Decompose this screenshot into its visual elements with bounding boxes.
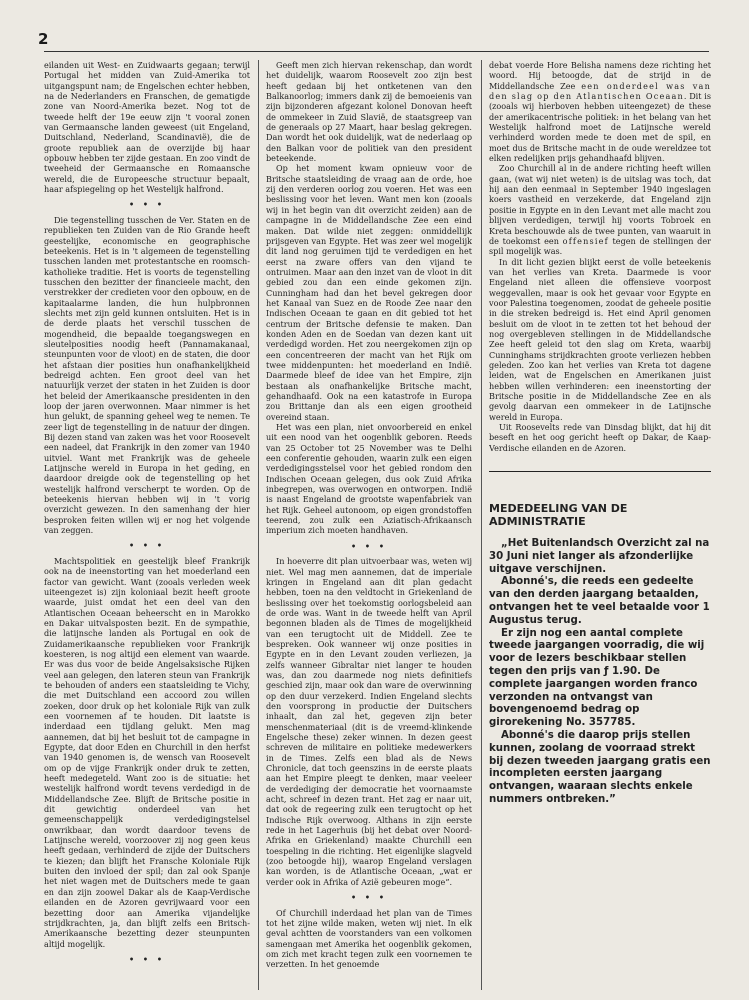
column-3 bbox=[489, 60, 711, 990]
page-number: 2 bbox=[38, 30, 49, 48]
paragraph: eilanden uit West- en Zuidwaarts gegaan; terwijl Portugal het midden van Zuid-Amerika tot uitgangspunt nam; de Engelschen echter hebben, na de Nederlanders en Franschen, de gematigde zone van Noord-Amerika bezet. Nog tot de tweede helft der 19e eeuw zijn 't vooral zonen van Germaansche landen geweest (uit Engeland, Duitschland, Nederland, Scandinavië), die de groote republiek aan de overzijde bij haar opbouw hebben ter zijde gestaan. En zoo vindt de tweeheid der Germaansche en Romaansche wereld, die de Europeesche structuur bepaalt, haar afspiegeling op het Westelijk halfrond. bbox=[44, 60, 250, 195]
column-1 bbox=[44, 60, 250, 990]
notice-paragraph: „Het Buitenlandsch Overzicht zal na 30 Juni niet langer als afzonderlijke uitgave verschijnen. bbox=[489, 538, 710, 575]
paragraph: Of Churchill inderdaad het plan van de Times tot het zijne wilde maken, weten wij niet. In elk geval achtten de voorstanders van een volkomen samengaan met Amerika het oogenblik gekomen, om zich met kracht tegen zulk een voornemen te verzetten. In het genoemde bbox=[266, 907, 472, 970]
notice-title: MEDEDEELING VAN DE ADMINISTRATIE bbox=[489, 502, 628, 529]
paragraph: Het was een plan, niet onvoorbereid en enkel uit een nood van het oogenblik geboren. Reeds van 25 October tot 25 November was te Delhi een conferentie gehouden, waarin zulk een eigen verdedigingsstelsel voor het gebied rondom den Indischen Oceaan gelegen, dus ook Zuid Afrika inbegrepen, was overwogen en ontworpen. Indië is naast Engeland de grootste wapenfabriek van het Rijk. Geheel autonoom, op eigen grondstoffen teerend, zou zulk een Aziatisch-Afrikaansch imperium zich moeten handhaven. bbox=[266, 422, 472, 536]
article-columns bbox=[44, 60, 709, 990]
paragraph: Geeft men zich hiervan rekenschap, dan wordt het duidelijk, waarom Roosevelt zoo zijn best heeft gedaan bij het ontketenen van den Balkanoorlog; immers dank zij de bemoeienis van zijn bijzonderen afgezant kolonel Donovan heeft de ommekeer in Zuid Slavië, de staatsgreep van de generaals op 27 Maart, haar beslag gekregen. Dan wordt het ook duidelijk, wat de nederlaag op den Balkan voor de politiek van den president beteekende. bbox=[266, 60, 472, 164]
paragraph-text: debat voerde Hore Belisha namens deze richting het woord. Hij betoogde, dat de strijd in de Middellandsche Zee bbox=[489, 60, 711, 91]
header-rule bbox=[44, 51, 709, 52]
section-separator: • • • bbox=[129, 199, 165, 210]
section-separator: • • • bbox=[129, 540, 165, 551]
notice-paragraph: Abonné's, die reeds een gedeelte van den derden jaargang betaalden, ontvangen het te veel betaalde voor 1 Augustus terug. bbox=[489, 576, 710, 626]
section-rule bbox=[489, 471, 711, 472]
paragraph: In dit licht gezien blijkt eerst de volle beteekenis van het verlies van Kreta. Daarmede is voor Engeland niet alleen die offensieve voorpost weggevallen, maar is ook het gevaar voor Egypte en voor Palestina toegenomen, zoodat de geheele positie in die streken bedreigd is. Het eind April genomen besluit om de vloot in te zetten tot het behoud der nog overgebleven stellingen in de Middellandsche Zee heeft geleid tot den slag om Kreta, waarbij Cunninghams strijdkrachten groote verliezen hebben geleden. Zoo kan het verlies van Kreta tot dagene leiden, wat de Engelschen en Amerikanen juist hebben willen verhinderen: een ineenstorting der Britsche positie in de Middellandsche Zee en als gevolg daarvan een ommekeer in de Latijnsche wereld in Europa. bbox=[489, 256, 711, 422]
spaced-emphasis: een onderdeel was van den slag op den Atlantischen Oceaan bbox=[489, 80, 711, 102]
paragraph bbox=[489, 163, 711, 256]
notice-paragraph: Abonné's die daarop prijs stellen kunnen, zoolang de voorraad strekt bij dezen tweeden jaargang gratis een incompleten eersten jaargang ontvangen, waaraan slechts enkele nummers ontbreken.” bbox=[489, 730, 711, 805]
paragraph-text: tegen de stellingen der spil mogelijk was. bbox=[489, 235, 711, 257]
notice-paragraph: Er zijn nog een aantal complete tweede jaargangen voorradig, die wij voor de lezers beschikbaar stellen tegen den prijs van ƒ 1.90. De complete jaargangen worden franco verzonden na ontvangst van bovengenoemd bedrag op girorekening No. 357785. bbox=[489, 627, 705, 729]
column-2 bbox=[266, 60, 472, 990]
paragraph: Op het moment kwam opnieuw voor de Britsche staatsleiding de vraag aan de orde, hoe zij den verderen oorlog zou voeren. Het was een beslissing voor het leven. Want men kon (zooals wij in het begin van dit overzicht zeiden) aan de campagne in de Middellandsche Zee een eind maken. Dat wilde niet zeggen: onmiddellijk prijsgeven van Egypte. Het was zeer wel mogelijk dit land nog geruimen tijd te verdedigen en het eerst na zware offers van den vijand te ontruimen. Maar aan den inzet van de vloot in dit gebied zou dan een einde gekomen zijn. Cunningham had dan het bevel gekregen door het Kanaal van Suez en de Roode Zee naar den Indischen Oceaan te gaan en dit gebied tot het centrum der Britsche defensie te maken. Dan konden Aden en de Soedan van dezen kant uit verdedigd worden. Het zou neergekomen zijn op een concentreeren der macht van het Rijk om twee middenpunten: het moederland en Indië. Daarmede bleef de idee van het Empire, zijn bestaan als onafhankelijke Britsche macht, gehandhaafd. Ook na een katastrofe in Europa zou Brittanje dan als een eigen grootheid overeind staan. bbox=[266, 163, 472, 422]
paragraph: Machtspolitiek en geestelijk bleef Frankrijk ook na de ineenstorting van het moederland een factor van gewicht. Want (zooals verleden week uiteengezet is) zijn koloniaal bezit heeft groote waarde, juist omdat het een deel van den Atlantischen Oceaan beheerscht en in Marokko en Dakar uitvalsposten bezit. En de sympathie, die latijnsche landen als Portugal en ook de Zuidamerikaansche republieken voor Frankrijk koesteren, is nog altijd een element van waarde. Er was dus voor de beide Angelsaksische Rijken veel aan gelegen, den lateren steun van Frankrijk te behouden of anders een staatsleiding te Vichy, die met Duitschland een accoord zou willen zoeken, door druk op het koloniale Rijk van zulk een voornemen af te houden. Dit laatste is inderdaad een tijdlang gelukt. Men mag aannemen, dat bij het besluit tot de campagne in Egypte, dat door Eden en Churchill in den herfst van 1940 genomen is, de wensch van Roosevelt om op de vijge Frankrijk onder druk te zetten, heeft medegeteld. Want zoo is de situatie: het westelijk halfrond wordt tevens verdedigd in de Middellandsche Zee. Blijft de Britsche positie in dit gewichtig onderdeel van het gemeenschappelijk verdedigingstelsel onwrikbaar, dan wordt daardoor tevens de Latijnsche wereld, voorzoover zij nog geen keus heeft gedaan, verhinderd de zijde der Duitschers te kiezen; dan blijft het Fransche Koloniale Rijk buiten den invloed der spil; dan zal ook Spanje het niet wagen met de Duitschers mede te gaan en dan zijn zoowel Dakar als de Kaap-Verdische eilanden en de Azoren gevrijwaard voor een bezetting door aan Amerika vijandelijke strijdkrachten, ja, dan blijft zelfs een Britsch-Amerikaansche bezetting dezer steunpunten altijd mogelijk. bbox=[44, 555, 250, 949]
spaced-emphasis: offensief bbox=[562, 235, 609, 246]
column-divider bbox=[258, 60, 259, 990]
paragraph-text: . Dit is (zooals wij hierboven hebben uiteengezet) de these der amerikacentrische politiek: in het belang van het Westelijk halfrond moet de Latijnsche wereld verhinderd worden mede te doen met de spil, en moet dus de Britsche macht in de oude wereldzee tot elken redelijken prijs gehandhaafd blijven. bbox=[489, 91, 711, 164]
column-divider bbox=[481, 60, 482, 990]
section-separator: • • • bbox=[129, 953, 165, 964]
section-separator: • • • bbox=[351, 540, 387, 551]
administration-notice bbox=[489, 502, 711, 807]
paragraph: Uit Roosevelts rede van Dinsdag blijkt, dat hij dit beseft en het oog gericht heeft op Dakar, de Kaap-Verdische eilanden en de Azoren. bbox=[489, 422, 711, 453]
paragraph: Die tegenstelling tusschen de Ver. Staten en de republieken ten Zuiden van de Rio Grande heeft geestelijke, economische en geographische beteekenis. Het is in 't algemeen de tegenstelling tusschen landen met protestantsche en roomsch-katholieke traditie. Het is voorts de tegenstelling tusschen den bezitter der financieele macht, den verstrekker der credieten voor den opbouw, en de kapitaalarme landen, die hun hulpbronnen slechts met zijn geld kunnen ontsluiten. Het is in de derde plaats het verschil tusschen de mogendheid, die bepaalde toegangswegen en sleutelposities noodig heeft (Pannamakanaal, steunpunten voor de vloot) en de staten, die door het afstaan dier posities hun onafhankelijkheid bedreigd achten. Een groot deel van het natuurlijk verzet der staten in het Zuiden is door het beleid der Amerikaansche presidenten in den loop der jaren overwonnen. Maar nimmer is het hun gelukt, de spanning geheel weg te nemen. Te zeer ligt de tegenstelling in de natuur der dingen. Bij dezen stand van zaken was het voor Roosevelt een nadeel, dat Frankrijk in den zomer van 1940 uitviel. Want met Frankrijk was de geheele Latijnsche wereld in Europa in het geding, en daardoor dreigde ook de tegenstelling op het westelijk halfrond verscherpt te worden. Op de beteekenis hiervan hebben wij in 't vorig overzicht gewezen. In den samenhang der hier besproken feiten willen wij er nog het volgende van zeggen. bbox=[44, 214, 250, 536]
paragraph bbox=[489, 60, 711, 163]
paragraph: In hoeverre dit plan uitvoerbaar was, weten wij niet. Wel mag men aannemen, dat de imperiale kringen in Engeland aan dit plan gedacht hebben, toen na den veldtocht in Griekenland de beslissing over het toekomstig oorlogsbeleid aan de orde was. Want in de tweede helft van April begonnen bladen als de Times de mogelijkheid van een terugtocht uit de Middell. Zee te bespreken. Ook wanneer wij onze posities in Egypte en in den Levant zouden verliezen, ja zelfs wanneer Gibraltar niet langer te houden was, dan zou daarmede nog niets definitiefs geschied zijn, maar ook dan ware de overwinning op den duur verzekerd. Indien Engeland slechts den voorsprong in productie der Duitschers inhaalt, dan zal het, gegeven zijn beter menschenmateriaal (dit is de vreemd-klinkende Engelsche these) zeker winnen. In dezen geest schreven de militaire en politieke medewerkers in de Times. Zelfs een blad als de News Chronicle, dat toch geenszins in de eerste plaats aan het Empire pleegt te denken, maar veeleer de verdediging der democratie het voornaamste acht, schreef in dezen trant. Het zag er naar uit, dat ook de regeering zulk een terugtocht op het Indische Rijk overwoog. Althans in zijn eerste rede in het Lagerhuis (bij het debat over Noord-Afrika en Griekenland) maakte Churchill een toespeling in die richting. Het eigenlijke slagveld (zoo betoogde hij), waarop Engeland verslagen kan worden, is de Atlantische Oceaan, „wat er verder ook in Afrika of Azië gebeuren moge”. bbox=[266, 556, 472, 887]
paragraph-text: Zoo Churchill al in de andere richting heeft willen gaan, (wat wij niet weten) is de uitslag was toch, dat hij aan den eenmaal in September 1940 ingeslagen koers vastheid en verzekerde, dat Engeland zijn positie in Egypte en in den Levant met alle macht zou blijven verdedigen, terwijl hij voorts Tobroek en Kreta beschouwde als de twee punten, van waaruit in de toekomst een bbox=[489, 163, 711, 246]
section-separator: • • • bbox=[351, 892, 387, 903]
